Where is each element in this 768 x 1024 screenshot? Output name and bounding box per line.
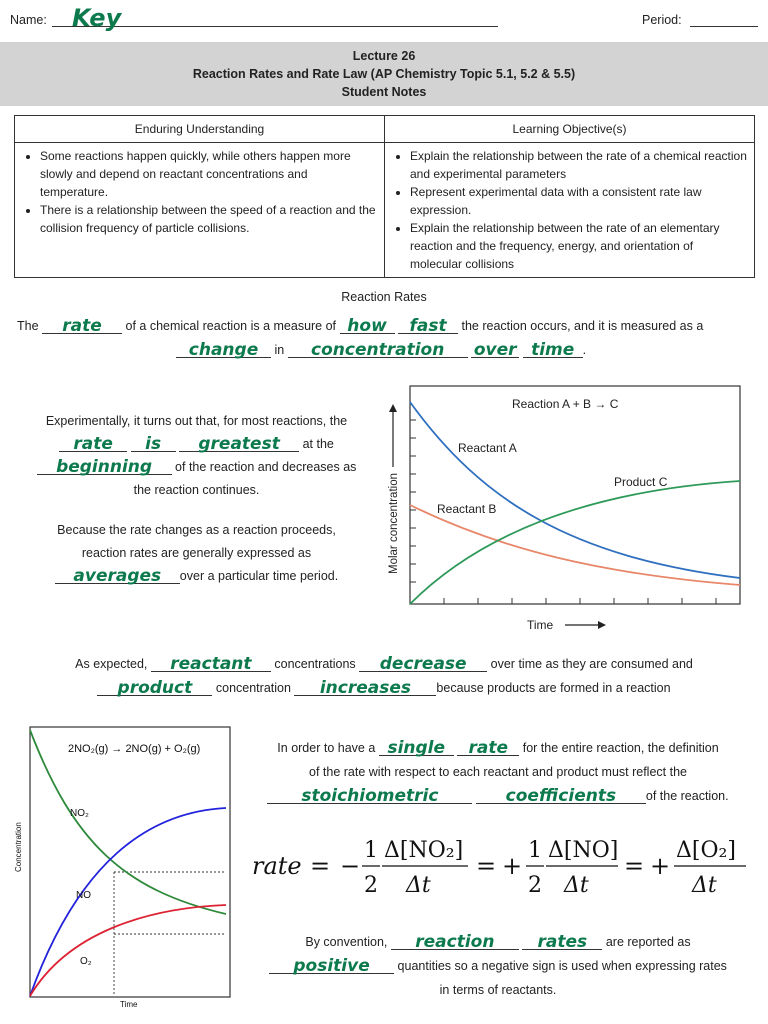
section-title: Reaction Rates [341, 290, 427, 304]
blank-change [176, 342, 271, 358]
stoichiometry-paragraph [238, 736, 758, 808]
text: In order to have a [277, 741, 376, 755]
text: As expected, [75, 657, 148, 671]
blank-reactant [151, 656, 271, 672]
answer: fast [409, 316, 447, 336]
plus-sign: + [502, 852, 523, 880]
text-line [0, 676, 768, 700]
rate-greatest-paragraph [14, 410, 379, 502]
learning-objectives-header: Learning Objective(s) [385, 116, 755, 143]
answer: beginning [56, 457, 153, 477]
period-line [690, 26, 758, 27]
answer: product [117, 678, 193, 698]
blank-rate-2 [59, 436, 127, 452]
one-half-numerator: 1 [528, 838, 542, 863]
blank-is [131, 436, 176, 452]
reactant-product-paragraph [0, 652, 768, 700]
enduring-understanding-cell [15, 143, 385, 278]
blank-stoichiometric [267, 788, 472, 804]
answer: concentration [311, 340, 445, 360]
y-axis-arrowhead [389, 404, 397, 412]
text: of the reaction and decreases as [175, 460, 357, 474]
delta-t-denominator: Δt [564, 873, 589, 898]
title-banner [0, 42, 768, 106]
text: By convention, [305, 935, 388, 949]
answer: is [145, 434, 162, 454]
blank-over [471, 342, 519, 358]
text-line [238, 930, 758, 954]
delta-no-numerator: Δ[NO] [548, 838, 619, 863]
blank-beginning [37, 459, 172, 475]
text: Experimentally, it turns out that, for most reactions, the [45, 414, 348, 428]
answer: reactant [170, 654, 252, 674]
rate-formula [246, 822, 760, 910]
blank-product [97, 680, 212, 696]
equals-sign: = [624, 852, 645, 880]
answer: reaction [415, 932, 495, 952]
blank-time [523, 342, 583, 358]
blank-rates [522, 934, 602, 950]
no2-label: NO₂ [70, 808, 89, 819]
answer: rate [62, 316, 102, 336]
text: because products are formed in a reaction [436, 681, 671, 695]
answer: over [473, 340, 517, 360]
delta-no2-numerator: Δ[NO₂] [384, 838, 464, 863]
text: at the [302, 437, 334, 451]
answer: rates [537, 932, 588, 952]
reaction-equation: 2NO₂(g) → 2NO(g) + O₂(g) [68, 743, 201, 755]
blank-rate [42, 318, 122, 334]
y-axis-label: Concentration [14, 822, 23, 872]
one-half-denominator: 2 [364, 873, 378, 898]
no-label: NO [76, 890, 91, 901]
text-line [14, 565, 379, 588]
objectives-table [14, 115, 755, 278]
minus-sign: − [340, 852, 361, 880]
blank-greatest [179, 436, 299, 452]
blank-decrease [359, 656, 487, 672]
no2-decomposition-graph [8, 722, 232, 1012]
plot-frame [30, 727, 230, 997]
text: reaction rates are generally expressed as [81, 546, 312, 560]
text: over a particular time period. [179, 569, 339, 583]
name-value: Key [72, 4, 122, 32]
blank-fast [398, 318, 458, 334]
text: of the reaction. [645, 789, 729, 803]
x-axis-label: Time [120, 1000, 138, 1009]
sign-convention-paragraph [238, 930, 758, 1002]
text-line [238, 736, 758, 760]
rate-definition-line-2 [176, 342, 586, 358]
text: . [582, 343, 587, 357]
rate-definition-line-1 [17, 318, 762, 334]
blank-rate-3 [457, 740, 519, 756]
rate-symbol: rate [252, 852, 302, 880]
text-line [238, 784, 758, 808]
objective-item: • Explain the relationship between the rate of a chemical reaction and experimental parameters [410, 147, 747, 183]
answer: rate [73, 434, 113, 454]
one-half-numerator: 1 [364, 838, 378, 863]
text: of a chemical reaction is a measure of [125, 319, 337, 333]
text-line [238, 954, 758, 978]
answer: time [531, 340, 575, 360]
answer: coefficients [505, 786, 617, 806]
notes-subtitle: Student Notes [341, 85, 427, 99]
blank-increases [294, 680, 436, 696]
objective-item: • Represent experimental data with a consistent rate law expression. [410, 183, 747, 219]
delta-t-denominator: Δt [692, 873, 717, 898]
text: the reaction occurs, and it is measured as a [461, 319, 704, 333]
enduring-understanding-header: Enduring Understanding [15, 116, 385, 143]
learning-objectives-cell [385, 143, 755, 278]
answer: decrease [379, 654, 467, 674]
blank-coefficients [476, 788, 646, 804]
delta-o2-numerator: Δ[O₂] [676, 838, 736, 863]
text: quantities so a negative sign is used when expressing rates [397, 959, 727, 973]
answer: increases [319, 678, 411, 698]
o2-label: O₂ [80, 956, 92, 967]
understanding-item: • Some reactions happen quickly, while others happen more slowly and depend on reactant concentrations and temperature. [40, 147, 377, 201]
text: of the rate with respect to each reactant and product must reflect the [309, 765, 687, 779]
graph-title: Reaction A + B → C [512, 397, 619, 411]
reactant-a-label: Reactant A [458, 441, 517, 455]
y-axis-label: Molar concentration [388, 473, 400, 574]
objective-item: • Explain the relationship between the rate of an elementary reaction and the frequency, energy, and orientation of molecular collisions [410, 219, 747, 273]
text: the reaction continues. [133, 483, 260, 497]
text: concentration [215, 681, 291, 695]
blank-concentration [288, 342, 468, 358]
period-label: Period: [642, 13, 682, 27]
text: Because the rate changes as a reaction proceeds, [57, 523, 336, 537]
lecture-number: Lecture 26 [352, 49, 416, 63]
lecture-topic: Reaction Rates and Rate Law (AP Chemistry Topic 5.1, 5.2 & 5.5) [192, 67, 576, 81]
product-c-label: Product C [614, 475, 668, 489]
plus-sign: + [650, 852, 671, 880]
text-line [14, 433, 379, 456]
text: concentrations [274, 657, 356, 671]
text: in terms of reactants. [439, 983, 557, 997]
one-half-denominator: 2 [528, 873, 542, 898]
blank-single [379, 740, 454, 756]
x-axis-label: Time [527, 618, 554, 632]
text: are reported as [605, 935, 691, 949]
understanding-item: • There is a relationship between the speed of a reaction and the collision frequency of particle collisions. [40, 201, 377, 237]
blank-positive [269, 958, 394, 974]
answer: greatest [198, 434, 280, 454]
answer: single [387, 738, 446, 758]
name-label: Name: [10, 13, 47, 27]
answer: averages [73, 566, 162, 586]
answer: change [188, 340, 259, 360]
equals-sign: = [476, 852, 497, 880]
delta-t-denominator: Δt [406, 873, 431, 898]
answer: stoichiometric [301, 786, 439, 806]
blank-how [340, 318, 395, 334]
text: in [274, 343, 285, 357]
text: for the entire reaction, the definition [522, 741, 719, 755]
text: over time as they are consumed and [490, 657, 693, 671]
text-line [14, 456, 379, 479]
answer: rate [468, 738, 508, 758]
averages-paragraph [14, 519, 379, 588]
x-axis-arrowhead [598, 621, 606, 629]
answer: how [347, 316, 387, 336]
blank-averages [55, 568, 180, 584]
text: The [17, 319, 39, 333]
concentration-vs-time-graph [382, 382, 758, 638]
reactant-b-label: Reactant B [437, 502, 497, 516]
answer: positive [293, 956, 370, 976]
plot-frame [410, 386, 740, 604]
text-line [0, 652, 768, 676]
blank-reaction [391, 934, 519, 950]
equals-sign: = [310, 852, 331, 880]
